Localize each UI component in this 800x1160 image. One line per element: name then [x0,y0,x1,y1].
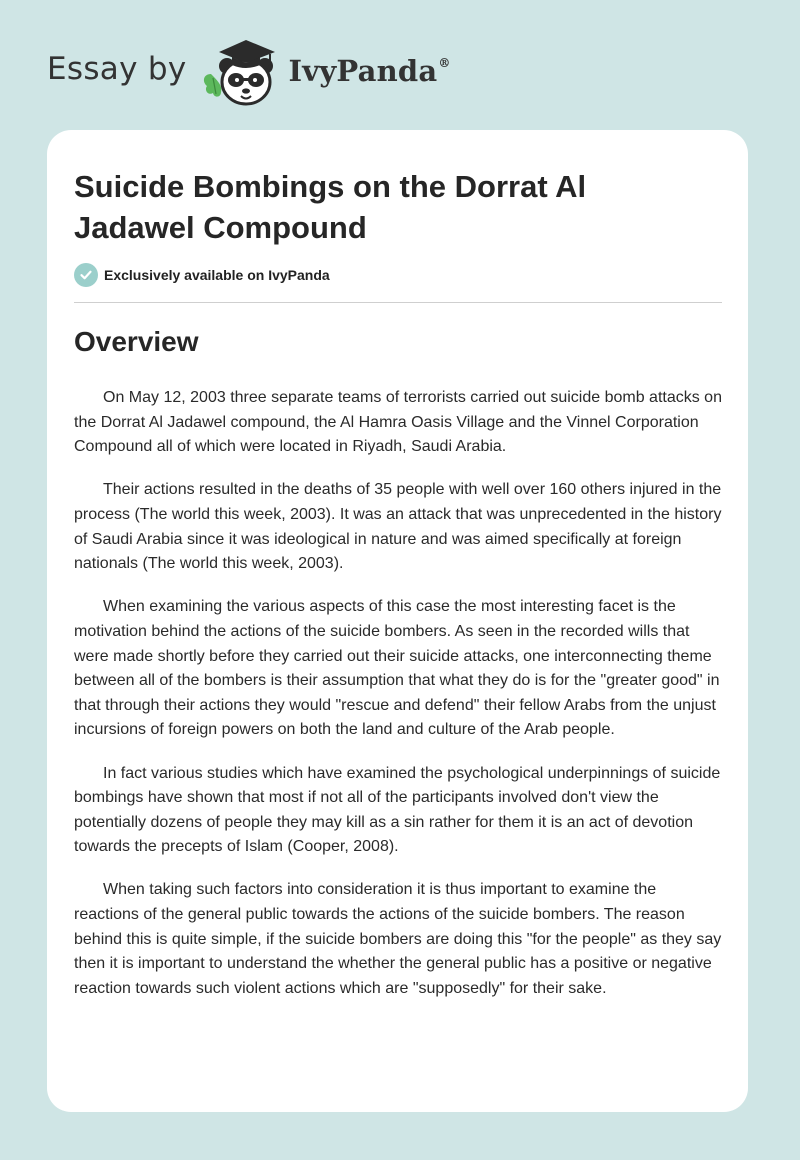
paragraph: On May 12, 2003 three separate teams of terrorists carried out suicide bomb attacks on the Dorrat Al Jadawel compound, the Al Hamra Oasis Village and the Vinnel Corporation Compound all of which were located in Riyadh, Saudi Arabia. [74,389,722,456]
brand-label: IvyPanda [288,54,438,88]
essay-body [74,386,722,1020]
section-heading: Overview [74,326,199,357]
paragraph: When taking such factors into consideration it is thus important to examine the reactions of the general public towards the actions of the suicide bombers. The reason behind this is quite simple, if the suicide bombers are doing this "for the people" as they say then it is important to understand the whether the general public has a positive or negative reaction towards such violent actions which are "supposedly" for their sake. [74,881,722,997]
badge-label: Exclusively available on IvyPanda [104,267,330,283]
exclusive-badge [74,263,330,287]
site-header [47,30,451,110]
essay-card [47,130,748,1112]
panda-graduate-icon [201,30,287,110]
paragraph: When examining the various aspects of this case the most interesting facet is the motivation behind the actions of the suicide bombers. As seen in the recorded wills that were made shortly before they carried out their suicide attacks, one interconnecting theme between all of the bombers is their assumption that what they do is for the "greater good" in that through their actions they would "rescue and defend" their fellow Arabs from the unjust incursions of foreign powers on both the land and culture of the Arab people. [74,598,720,739]
paragraph: In fact various studies which have examined the psychological underpinnings of suicide bombings have shown that most if not all of the participants involved don't view the potentially dozens of people they may kill as a sin rather for them it is an act of devotion towards the precepts of Islam (Cooper, 2008). [74,764,721,856]
paragraph: Their actions resulted in the deaths of 35 people with well over 160 others injured in the process (The world this week, 2003). It was an attack that was unprecedented in the history of Saudi Arabia since it was ideological in nature and was aimed specifically at foreign nationals (The world this week, 2003). [74,481,722,573]
divider [74,302,722,303]
registered-mark: ® [438,56,451,70]
page-title: Suicide Bombings on the Dorrat Al Jadawel Compound [74,169,587,245]
brand-name[interactable] [289,54,451,88]
checkmark-icon [74,263,98,287]
essay-by-label: Essay by [47,51,187,87]
